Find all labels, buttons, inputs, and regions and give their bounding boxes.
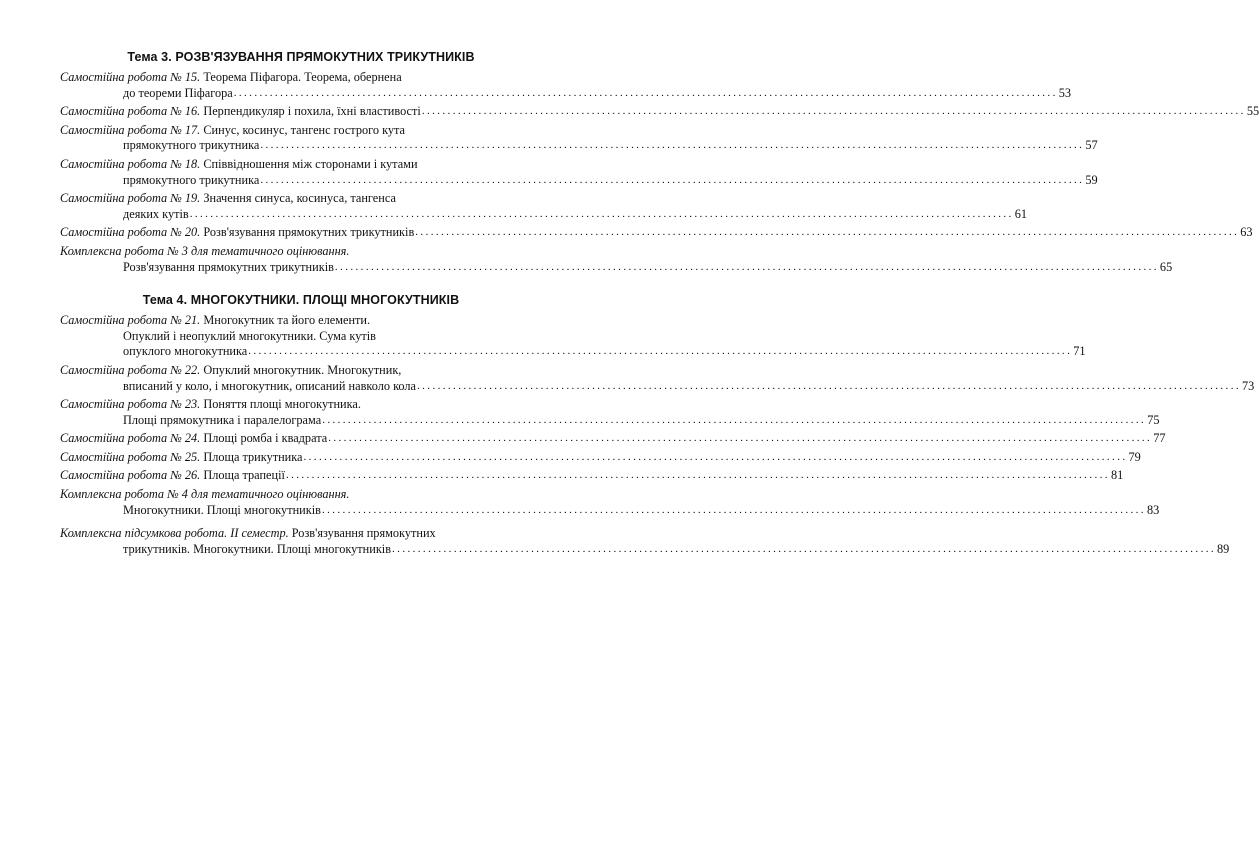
entry-title-line2: Опуклий і неопуклий многокутники. Сума кутів [123,328,376,343]
toc-entry-15[interactable] [60,70,1072,101]
entry-title: вписаний у коло, і многокутник, описаний навколо кола [123,378,416,393]
page-number: 57 [1085,138,1098,153]
entry-title-line1: Многокутник та його елементи. [203,313,371,328]
page-number: 63 [1240,225,1253,240]
entry-title: Площі прямокутника і паралелограма [123,412,322,427]
entry-title: прямокутного трикутника [123,172,260,187]
entry-label: Самостійна робота № 20. [60,225,201,240]
entry-title: Перпендикуляр і похила, їхні властивості [203,104,421,119]
dot-leader: ................................................................................................................................................................ [321,503,1146,516]
entry-title: опуклого многокутника [123,344,248,359]
entry-label: Самостійна робота № 19. [60,191,201,206]
entry-title: Розв'язування прямокутних трикутників [123,259,334,274]
entry-title: деяких кутів [123,206,189,221]
dot-leader: ................................................................................................................................................................ [233,86,1058,99]
entry-label: Комплексна робота № 4 для тематичного оцінювання. [60,487,350,502]
page-number: 75 [1147,412,1160,427]
entry-title-line1: Опуклий многокутник. Многокутник, [203,362,402,377]
entry-title: Многокутники. Площі многокутників [123,502,321,517]
section-number: Тема 4. [142,293,188,308]
toc-entry-23[interactable] [60,397,1160,428]
section-topic-3 [60,50,1259,275]
entry-label: Самостійна робота № 18. [60,156,201,171]
toc-entry-19[interactable] [60,191,1027,222]
entry-label: Самостійна робота № 26. [60,468,201,483]
toc-entry-final[interactable] [60,526,1230,557]
entry-title-line1: Поняття площі многокутника. [203,397,361,412]
entry-title: прямокутного трикутника [123,138,260,153]
section-title: МНОГОКУТНИКИ. ПЛОЩІ МНОГОКУТНИКІВ [190,293,460,308]
page-number: 55 [1246,104,1259,119]
toc-entry-17[interactable] [60,122,1098,154]
page-number: 73 [1242,378,1255,393]
page-number: 89 [1217,541,1230,556]
entry-title-line1: Співвідношення між сторонами і кутами [203,156,418,171]
dot-leader: ................................................................................................................................................................ [189,207,1014,220]
page-number: 77 [1153,431,1166,446]
entry-label: Самостійна робота № 17. [60,122,201,137]
entry-title-line1: Значення синуса, косинуса, тангенса [203,191,396,206]
dot-leader: ................................................................................................................................................................ [415,226,1240,239]
section-topic-4 [60,293,1255,557]
page-number: 65 [1159,259,1173,274]
entry-title: до теореми Піфагора [123,85,233,100]
dot-leader: ................................................................................................................................................................ [392,542,1217,555]
section-heading [60,50,542,64]
dot-leader: ................................................................................................................................................................ [285,469,1110,482]
toc-entry-complex-4[interactable] [60,487,1160,518]
entry-label: Комплексна підсумкова робота. ІІ семестр. [60,526,289,541]
entry-label: Самостійна робота № 16. [60,104,201,119]
dot-leader: ................................................................................................................................................................ [421,105,1246,118]
toc-entry-20[interactable] [60,225,1253,241]
entry-label: Самостійна робота № 25. [60,449,201,464]
dot-leader: ................................................................................................................................................................ [417,379,1241,392]
entry-label: Самостійна робота № 23. [60,397,201,412]
dot-leader: ................................................................................................................................................................ [248,345,1073,358]
table-of-contents [60,50,1259,575]
toc-entry-22[interactable] [60,362,1255,394]
entry-label: Комплексна робота № 3 для тематичного оцінювання. [60,243,350,258]
dot-leader: ................................................................................................................................................................ [260,173,1085,186]
page-number: 83 [1146,502,1160,517]
section-number: Тема 3. [127,50,172,64]
toc-entry-26[interactable] [60,468,1124,484]
entry-title-line1: Синус, косинус, тангенс гострого кута [203,122,406,137]
dot-leader: ................................................................................................................................................................ [334,260,1159,273]
dot-leader: ................................................................................................................................................................ [322,413,1147,426]
section-heading [60,293,542,307]
entry-label: Самостійна робота № 21. [60,313,201,328]
entry-label: Самостійна робота № 15. [60,70,201,84]
page-number: 71 [1073,344,1086,359]
toc-entry-complex-3[interactable] [60,243,1173,275]
entry-title: Площа трапеції [203,468,285,483]
toc-entry-21[interactable] [60,313,1086,360]
page-number: 81 [1110,468,1124,483]
dot-leader: ................................................................................................................................................................ [303,450,1128,463]
page-number: 61 [1014,206,1027,221]
entry-title: Площі ромба і квадрата [203,431,328,446]
entry-label: Самостійна робота № 22. [60,362,201,377]
entry-label: Самостійна робота № 24. [60,431,201,446]
section-title: РОЗВ'ЯЗУВАННЯ ПРЯМОКУТНИХ ТРИКУТНИКІВ [175,50,475,64]
dot-leader: ................................................................................................................................................................ [328,432,1153,445]
entry-title: Розв'язування прямокутних трикутників [203,225,415,240]
toc-entry-18[interactable] [60,156,1098,188]
entry-title: Площа трикутника [203,449,303,464]
page-number: 79 [1128,449,1141,464]
toc-entry-24[interactable] [60,431,1166,447]
page-number: 59 [1085,172,1098,187]
toc-entry-16[interactable] [60,104,1259,120]
dot-leader: ................................................................................................................................................................ [260,139,1085,152]
entry-title-line1: Теорема Піфагора. Теорема, обернена [203,70,402,84]
entry-title: трикутників. Многокутники. Площі многокутників [123,541,392,556]
entry-title-line1: Розв'язування прямокутних [291,526,436,541]
toc-entry-25[interactable] [60,449,1141,466]
page-number: 53 [1058,85,1072,100]
